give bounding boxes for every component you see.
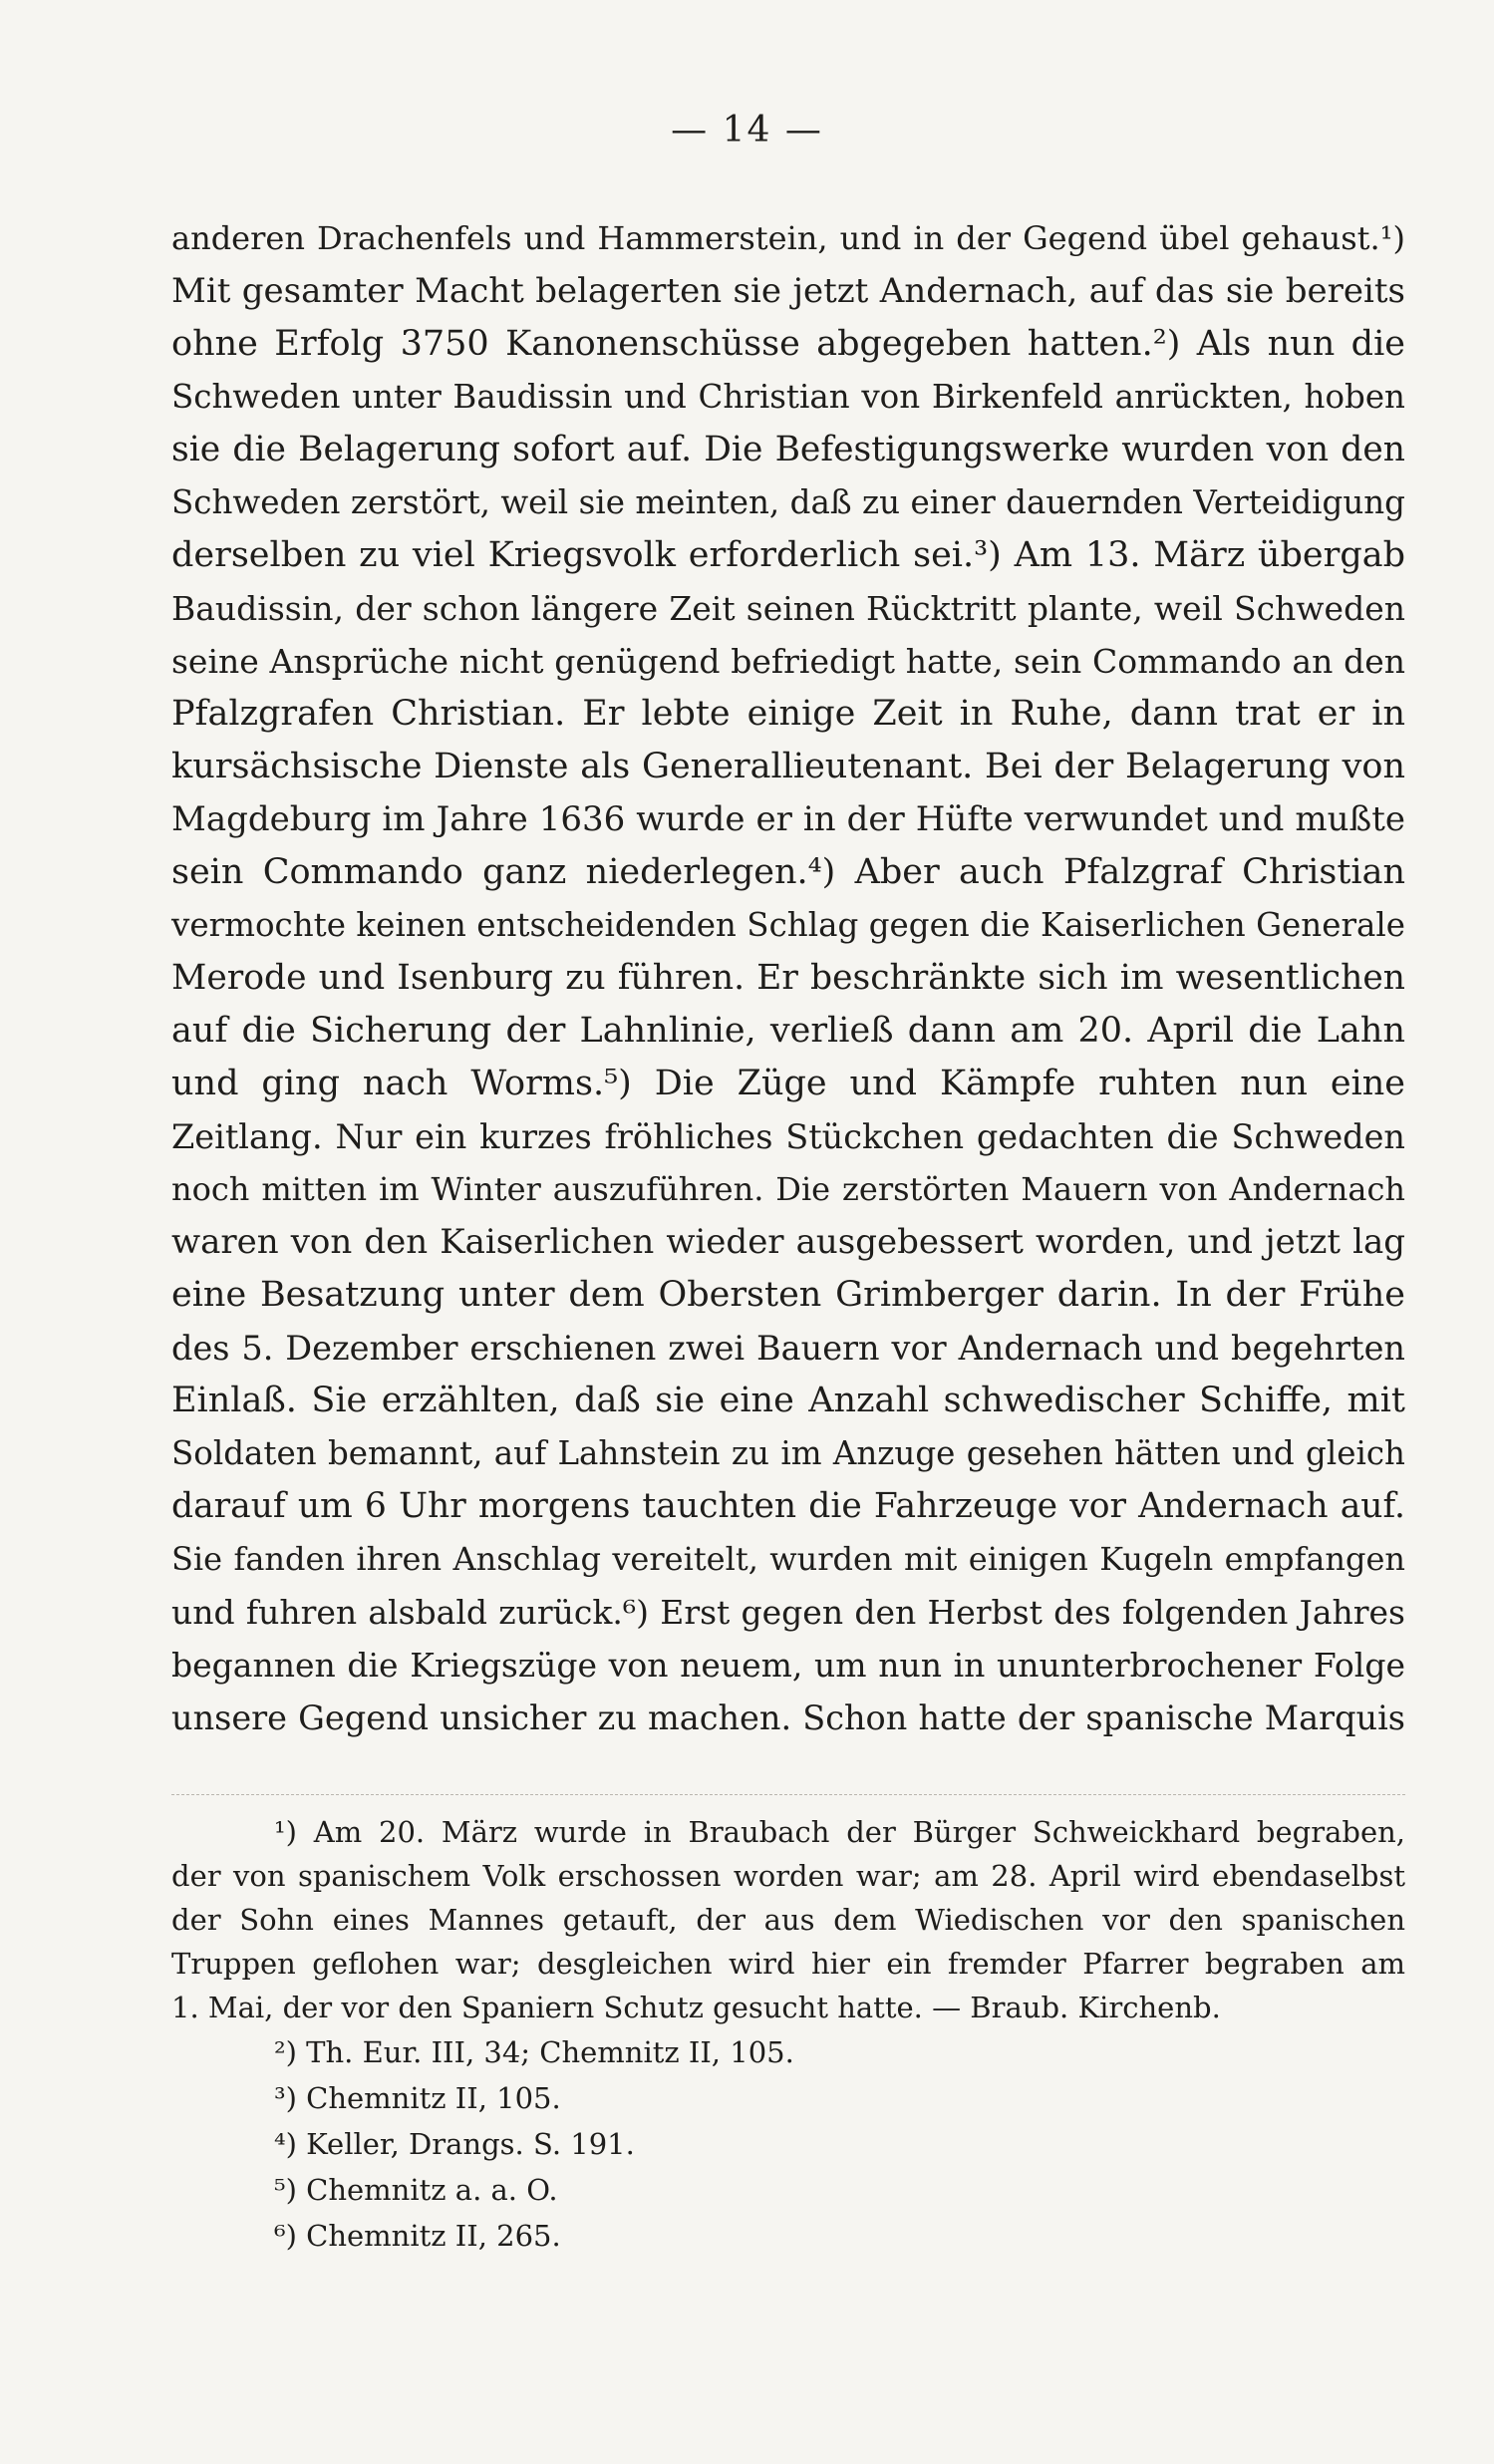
text-line: Zeitlang. Nur ein kurzes fröhliches Stückchen gedachten die Schweden xyxy=(171,1117,1405,1156)
text-line: Pfalzgrafen Christian. Er lebte einige Zeit in Ruhe, dann trat er in xyxy=(171,694,1405,734)
text-line: vermochte keinen entscheidenden Schlag gegen die Kaiserlichen Generale xyxy=(171,906,1405,944)
text-line: des 5. Dezember erschienen zwei Bauern vor Andernach und begehrten xyxy=(171,1329,1405,1368)
text-line: auf die Sicherung der Lahnlinie, verließ dann am 20. April die Lahn xyxy=(171,1011,1405,1051)
text-line: und ging nach Worms.⁵) Die Züge und Kämpfe ruhten nun eine xyxy=(171,1064,1405,1103)
text-line: noch mitten im Winter auszuführen. Die zerstörten Mauern von Andernach xyxy=(171,1170,1405,1208)
text-line: kursächsische Dienste als Generallieutenant. Bei der Belagerung von xyxy=(171,747,1405,786)
text-line: derselben zu viel Kriegsvolk erforderlich sei.³) Am 13. März übergab xyxy=(171,535,1405,575)
footnote-line: 1. Mai, der vor den Spaniern Schutz gesucht hatte. — Braub. Kirchenb. xyxy=(171,1991,1221,2024)
text-line: Schweden unter Baudissin und Christian von Birkenfeld anrückten, hoben xyxy=(171,378,1405,416)
text-line: Magdeburg im Jahre 1636 wurde er in der Hüfte verwundet und mußte xyxy=(171,799,1405,839)
text-line: Mit gesamter Macht belagerten sie jetzt Andernach, auf das sie bereits xyxy=(171,271,1405,311)
footnote-short: ⁵) Chemnitz a. a. O. xyxy=(274,2173,558,2207)
body-text xyxy=(171,212,1405,1744)
text-line: anderen Drachenfels und Hammerstein, und in der Gegend übel gehaust.¹) xyxy=(171,219,1405,257)
text-line: Sie fanden ihren Anschlag vereitelt, wurden mit einigen Kugeln empfangen xyxy=(171,1540,1405,1578)
footnote-short: ⁶) Chemnitz II, 265. xyxy=(274,2219,561,2253)
footnote-line: ¹) Am 20. März wurde in Braubach der Bürger Schweickhard begraben, xyxy=(274,1815,1405,1849)
footnote-line: Truppen geflohen war; desgleichen wird hier ein fremder Pfarrer begraben am xyxy=(171,1947,1405,1981)
text-line: Merode und Isenburg zu führen. Er beschränkte sich im wesentlichen xyxy=(171,958,1405,998)
footnote-short: ³) Chemnitz II, 105. xyxy=(274,2081,561,2115)
text-line: sie die Belagerung sofort auf. Die Befestigungswerke wurden von den xyxy=(171,430,1405,469)
text-line: ohne Erfolg 3750 Kanonenschüsse abgegeben hatten.²) Als nun die xyxy=(171,324,1405,364)
text-line: darauf um 6 Uhr morgens tauchten die Fahrzeuge vor Andernach auf. xyxy=(171,1486,1405,1526)
text-line: waren von den Kaiserlichen wieder ausgebessert worden, und jetzt lag xyxy=(171,1222,1405,1262)
footnote-line: der von spanischem Volk erschossen worden war; am 28. April wird ebendaselbst xyxy=(171,1859,1405,1893)
page-number: — 14 — xyxy=(671,110,823,151)
text-line: eine Besatzung unter dem Obersten Grimberger darin. In der Frühe xyxy=(171,1275,1405,1315)
footnote-divider xyxy=(171,1794,1405,1795)
text-line: Schweden zerstört, weil sie meinten, daß zu einer dauernden Verteidigung xyxy=(171,483,1405,521)
text-line: Einlaß. Sie erzählten, daß sie eine Anzahl schwedischer Schiffe, mit xyxy=(171,1381,1405,1420)
footnotes xyxy=(171,1810,1405,2259)
text-line: Baudissin, der schon längere Zeit seinen Rücktritt plante, weil Schweden xyxy=(171,589,1405,628)
text-line: sein Commando ganz niederlegen.⁴) Aber auch Pfalzgraf Christian xyxy=(171,852,1405,892)
footnote-short: ²) Th. Eur. III, 34; Chemnitz II, 105. xyxy=(274,2035,794,2069)
footnote-line: der Sohn eines Mannes getauft, der aus dem Wiedischen vor den spanischen xyxy=(171,1903,1405,1937)
footnote-short: ⁴) Keller, Drangs. S. 191. xyxy=(274,2127,635,2161)
text-line: begannen die Kriegszüge von neuem, um nun in ununterbrochener Folge xyxy=(171,1646,1405,1685)
text-line: Soldaten bemannt, auf Lahnstein zu im Anzuge gesehen hätten und gleich xyxy=(171,1434,1405,1472)
text-line: seine Ansprüche nicht genügend befriedigt hatte, sein Commando an den xyxy=(171,642,1405,681)
text-line: und fuhren alsbald zurück.⁶) Erst gegen den Herbst des folgenden Jahres xyxy=(171,1593,1405,1632)
text-line: unsere Gegend unsicher zu machen. Schon hatte der spanische Marquis xyxy=(171,1698,1405,1737)
